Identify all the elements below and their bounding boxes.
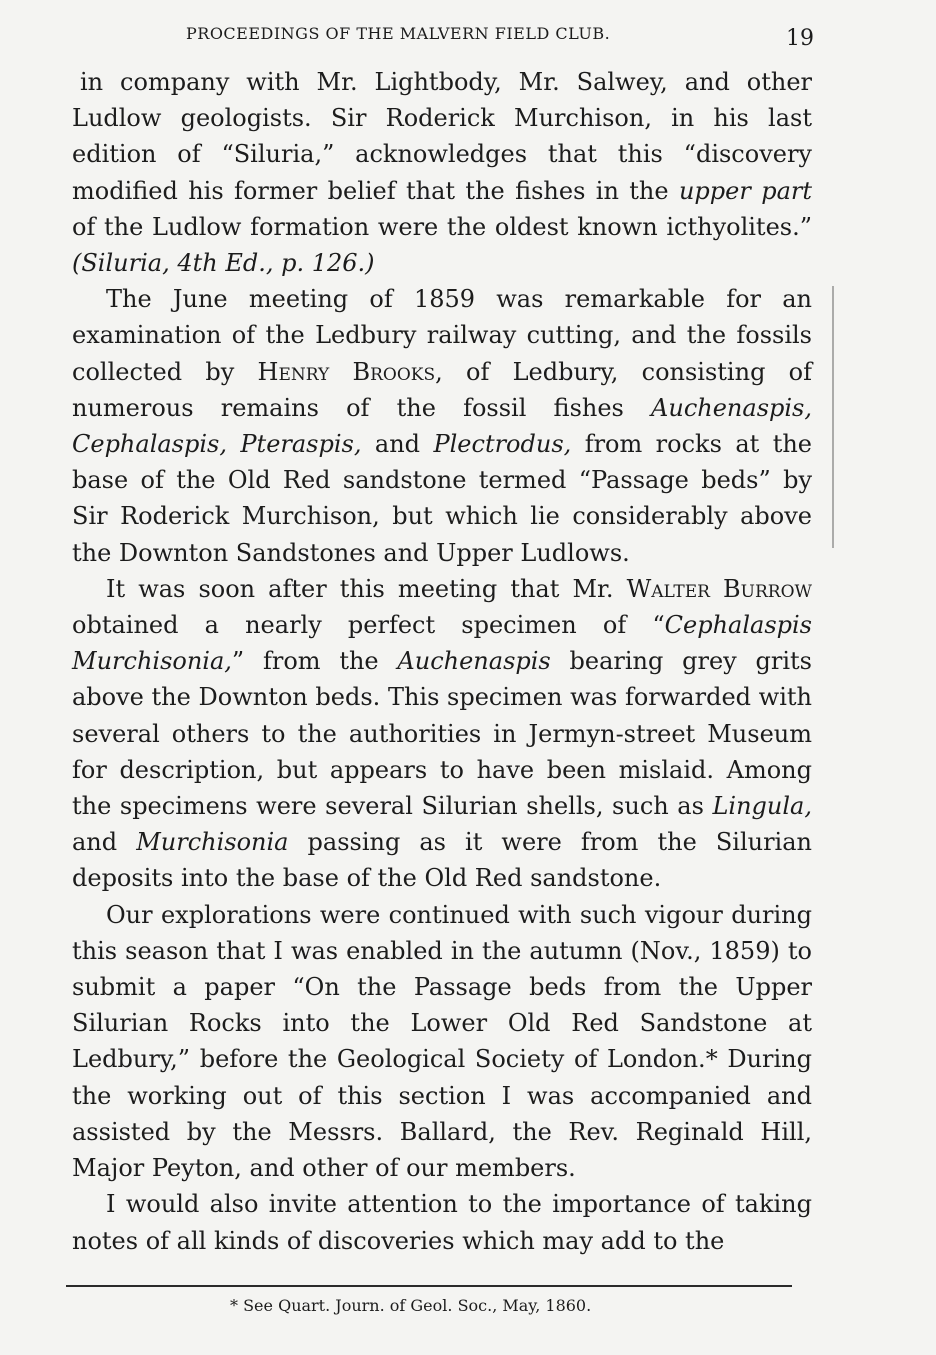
footnote-rule [66,1285,792,1287]
running-title: PROCEEDINGS OF THE MALVERN FIELD CLUB. [186,24,611,43]
paragraph-4: Our explorations were continued with such vigour during this season that I was enabled in the autumn (Nov., 1859) to submit a paper “On the Passage beds from the Upper Silurian Rocks into the Lower Old Red Sandstone at Ledbury,” before the Geological Society of London.* During the working out of this section I was accompanied and assisted by the Messrs. Ballard, the Rev. Reginald Hill, Major Peyton, and other of our members. [72,900,812,1183]
citation: (Siluria, 4th Ed., p. 126.) [72,249,375,278]
body-text [72,64,812,1259]
paragraph-3: It was soon after this meeting that Mr. Walter Burrow obtained a nearly perfect specimen of “Cephalaspis Murchisonia,” from the Auchenaspis bearing grey grits above the Downton beds. This specimen was forwarded with several others to the authorities in Jermyn-street Museum for description, but appears to have been mislaid. Among the specimens were several Silurian shells, such as Lingula, and Murchisonia passing as it were from the Silurian deposits into the base of the Old Red sandstone. [72,574,813,893]
page-number: 19 [786,26,814,51]
paragraph-2: The June meeting of 1859 was remarkable for an examination of the Ledbury railway cutting, and the fossils collected by Henry Brooks, of Ledbury, consisting of numerous remains of the fossil fishes Auchenaspis, Cephalaspis, Pteraspis, and Plectrodus, from rocks at the base of the Old Red sandstone termed “Passage beds” by Sir Roderick Murchison, but which lie considerably above the Downton Sandstones and Upper Ludlows. [72,285,813,567]
paragraph-5: I would also invite attention to the importance of taking notes of all kinds of discoveries which may add to the [72,1190,812,1255]
footnote: * See Quart. Journ. of Geol. Soc., May, 1860. [230,1296,592,1315]
paragraph-1: in company with Mr. Lightbody, Mr. Salwey, and other Ludlow geologists. Sir Roderick Murchison, in his last edition of “Siluria,” acknowledges that this “discovery modified his former belief that the fishes in the upper part of the Ludlow formation were the oldest known icthyolites.” (Siluria, 4th Ed., p. 126.) [72,68,812,278]
margin-pencil-mark [832,286,834,548]
